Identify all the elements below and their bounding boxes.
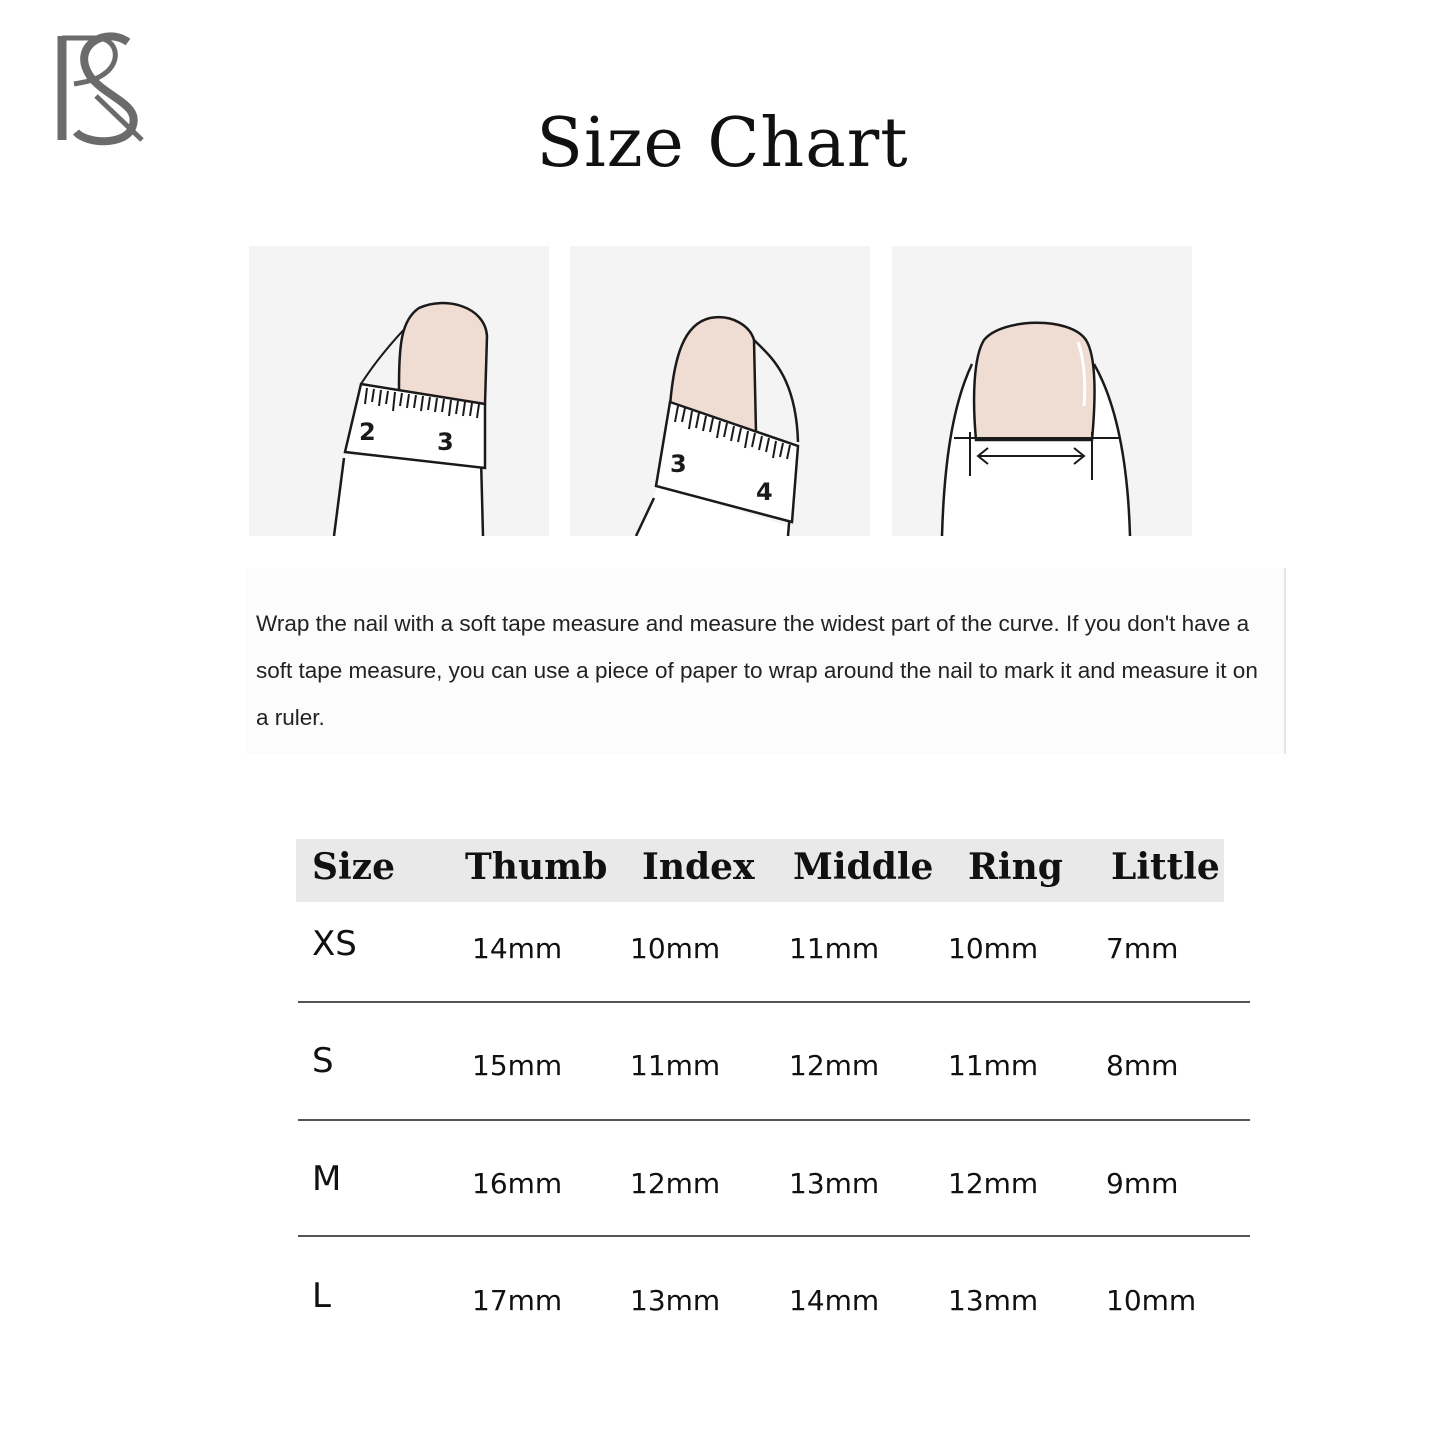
table-row — [0, 1276, 1445, 1336]
cell-index: 12mm — [630, 1167, 721, 1200]
cell-thumb: 16mm — [472, 1167, 563, 1200]
cell-index: 11mm — [630, 1049, 721, 1082]
page-title: Size Chart — [536, 104, 909, 183]
cell-middle: 13mm — [789, 1167, 880, 1200]
cell-little: 7mm — [1106, 932, 1179, 965]
row-size: XS — [312, 924, 357, 964]
row-divider — [298, 1235, 1250, 1237]
cell-thumb: 14mm — [472, 932, 563, 965]
cell-little: 10mm — [1106, 1284, 1197, 1317]
table-header — [296, 839, 1224, 902]
illustration-thumb-measure — [249, 246, 549, 536]
illustration-nail-width — [892, 246, 1192, 536]
ruler-mark-3b: 3 — [670, 450, 687, 478]
header-size: Size — [312, 846, 396, 888]
ruler-mark-3: 3 — [437, 428, 454, 456]
cell-little: 9mm — [1106, 1167, 1179, 1200]
ruler-mark-2: 2 — [359, 418, 376, 446]
header-thumb: Thumb — [465, 846, 608, 888]
header-middle: Middle — [793, 846, 934, 888]
header-little: Little — [1111, 846, 1220, 888]
illustration-finger-measure — [570, 246, 870, 536]
instructions-text: Wrap the nail with a soft tape measure and measure the widest part of the curve. If you don't have a soft tape measure, you can use a piece of paper to wrap around the nail to mark it and measure it on a ruler. — [256, 611, 1258, 730]
row-divider — [298, 1119, 1250, 1121]
cell-ring: 13mm — [948, 1284, 1039, 1317]
row-size: M — [312, 1159, 342, 1199]
header-ring: Ring — [968, 846, 1063, 888]
cell-middle: 12mm — [789, 1049, 880, 1082]
cell-ring: 12mm — [948, 1167, 1039, 1200]
cell-middle: 14mm — [789, 1284, 880, 1317]
row-divider — [298, 1001, 1250, 1003]
cell-index: 10mm — [630, 932, 721, 965]
row-size: S — [312, 1041, 334, 1081]
table-row — [0, 924, 1445, 984]
cell-thumb: 17mm — [472, 1284, 563, 1317]
cell-little: 8mm — [1106, 1049, 1179, 1082]
header-index: Index — [642, 846, 755, 888]
cell-ring: 11mm — [948, 1049, 1039, 1082]
ruler-mark-4: 4 — [756, 478, 773, 506]
table-row — [0, 1159, 1445, 1219]
cell-index: 13mm — [630, 1284, 721, 1317]
table-row — [0, 1041, 1445, 1101]
cell-thumb: 15mm — [472, 1049, 563, 1082]
cell-middle: 11mm — [789, 932, 880, 965]
row-size: L — [312, 1276, 331, 1316]
cell-ring: 10mm — [948, 932, 1039, 965]
